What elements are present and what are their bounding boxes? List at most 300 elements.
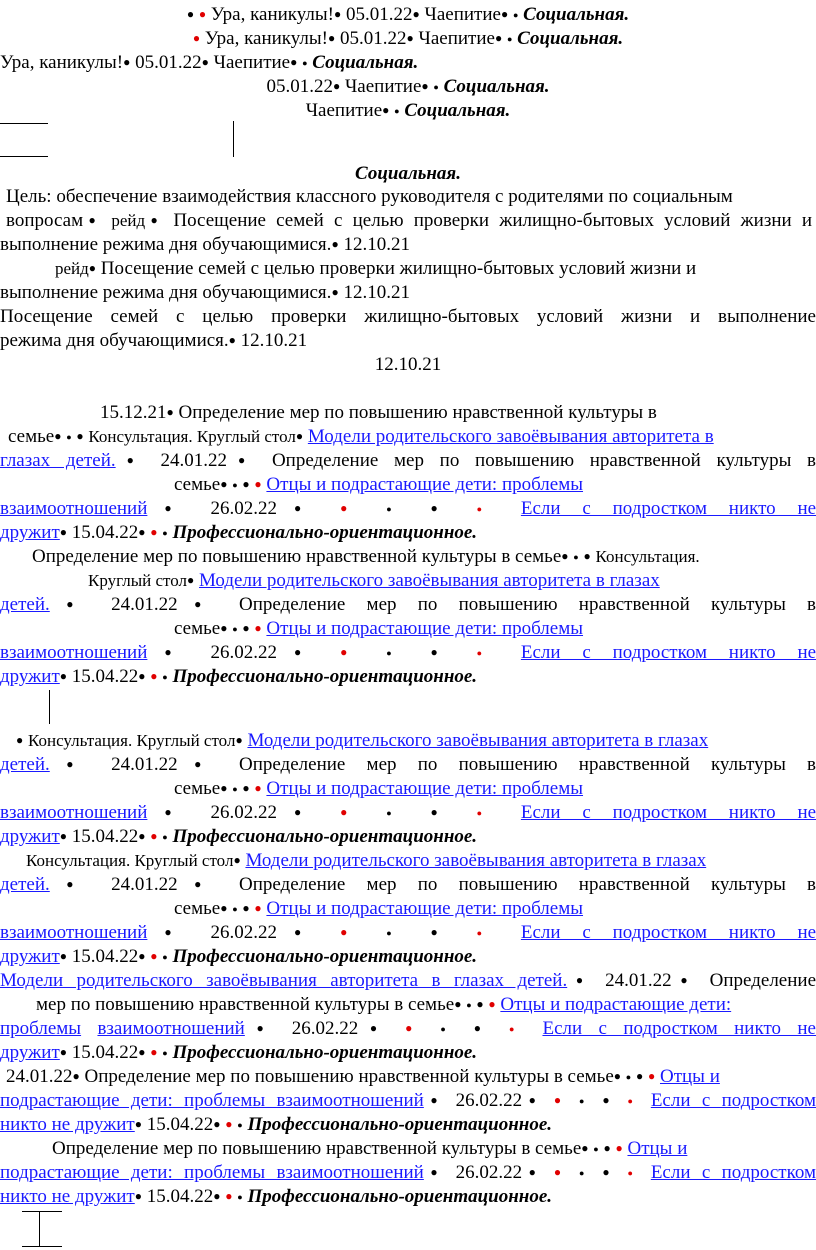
text: Круглый стол — [88, 571, 187, 590]
link-teen-friends[interactable]: дружит — [0, 826, 60, 847]
text-line — [0, 27, 816, 52]
bullet-icon: ● — [166, 405, 174, 419]
link-fathers-children[interactable]: взаимоотношений — [97, 1018, 245, 1039]
text: Цель: обеспечение взаимодействия классного руководителя с родителями по социальным — [6, 186, 733, 207]
text-line — [26, 849, 816, 873]
bullet-icon: ● — [430, 805, 455, 819]
text: Профессионально-ориентационное. — [172, 1042, 478, 1063]
bullet-icon: ● — [332, 79, 341, 93]
link-teen-friends[interactable]: дружит — [0, 946, 60, 967]
text: Определение мер по повышению нравственной культуры в — [238, 874, 816, 895]
bullet-icon: ● — [237, 1192, 243, 1202]
text: Определение мер по повышению нравственной культуры в — [238, 754, 816, 775]
text: Профессионально-ориентационное. — [172, 826, 478, 847]
text-line — [55, 257, 816, 281]
text-line — [0, 449, 816, 473]
text: семье — [8, 426, 55, 447]
text-line — [0, 945, 816, 970]
bullet-icon: ● — [49, 757, 90, 771]
text: Определение мер по повышению нравственной культуры в семье — [84, 1066, 614, 1087]
text-line — [0, 305, 816, 329]
link-fathers-children[interactable]: взаимоотношений — [0, 642, 148, 663]
text: Ура, каникулы! — [204, 28, 328, 49]
bullet-icon: ● — [242, 477, 250, 491]
text: Консультация. Круглый стол — [88, 427, 296, 446]
text: рейд — [55, 259, 89, 278]
text: Определение — [709, 970, 816, 991]
red-bullet-icon: ● — [405, 1021, 424, 1035]
date: 24.01.22 — [111, 874, 178, 895]
red-bullet-icon: ● — [340, 645, 365, 659]
date: 26.02.22 — [210, 922, 278, 943]
bullet-icon: ● — [331, 237, 339, 251]
bullet-icon: ● — [138, 829, 146, 843]
date: 15.04.22 — [146, 1186, 214, 1207]
red-bullet-icon: ● — [340, 925, 365, 939]
text: семье — [174, 778, 221, 799]
red-bullet-icon: ● — [225, 1117, 233, 1131]
bullet-icon: ● — [138, 525, 146, 539]
text-line — [0, 1041, 816, 1066]
bullet-icon: ● — [406, 31, 414, 45]
text: Чаепитие — [305, 100, 383, 121]
bullet-icon: ● — [76, 429, 84, 443]
link-teen-friends[interactable]: никто не дружит — [0, 1114, 135, 1135]
bullet-icon: ● — [578, 1168, 591, 1178]
text-line — [0, 593, 816, 617]
link-fathers-children[interactable]: Отцы и — [659, 1066, 720, 1087]
bullet-icon: ● — [123, 55, 131, 69]
bullet-icon: ● — [242, 781, 250, 795]
bullet-icon: ● — [72, 1069, 80, 1083]
date: 26.02.22 — [210, 498, 278, 519]
date: 15.04.22 — [71, 666, 139, 687]
date: 24.01.22 — [111, 594, 178, 615]
red-bullet-icon: ● — [150, 525, 158, 539]
date: 26.02.22 — [455, 1090, 523, 1111]
bullet-icon: ● — [213, 1189, 221, 1203]
date: 12.10.21 — [240, 330, 308, 351]
text: Определение мер по повышению нравственной культуры в семье — [32, 546, 562, 567]
text: Чаепитие — [418, 28, 495, 49]
date: 24.01.22 — [111, 754, 178, 775]
text: Консультация. Круглый стол — [28, 731, 236, 750]
link-teen-friends[interactable]: Если с подростком никто не — [520, 498, 816, 519]
bullet-icon: ● — [430, 501, 455, 515]
bullet-icon: ● — [147, 645, 189, 659]
text: выполнение режима дня обучающимися. — [0, 234, 332, 255]
link-teen-friends[interactable]: никто не дружит — [0, 1186, 135, 1207]
bullet-icon: ● — [421, 79, 429, 93]
text: Определение мер по повышению нравственной культуры в — [178, 402, 657, 423]
bullet-icon: ● — [162, 1048, 168, 1058]
link-fathers-children[interactable]: Отцы и подрастающие дети: проблемы — [266, 474, 584, 495]
text: Профессионально-ориентационное. — [247, 1186, 553, 1207]
text: мер по повышению нравственной культуры в семье — [36, 994, 455, 1015]
bullet-icon: ● — [506, 34, 513, 44]
text-line — [0, 873, 816, 897]
bullet-icon: ● — [522, 1093, 543, 1107]
text-line — [0, 51, 816, 76]
red-bullet-icon: ● — [254, 781, 262, 795]
bullet-icon: ● — [83, 213, 102, 227]
text-line — [174, 617, 816, 642]
bullet-icon: ● — [138, 949, 146, 963]
link-teen-friends[interactable]: Если с подростком никто не — [520, 642, 816, 663]
bullet-icon: ● — [227, 453, 257, 467]
link-teen-friends[interactable]: дружит — [0, 522, 60, 543]
heading: Социальная. — [523, 4, 630, 25]
bullet-icon: ● — [134, 1117, 142, 1131]
bullet-icon: ● — [394, 106, 400, 116]
bullet-icon: ● — [177, 877, 218, 891]
red-bullet-icon: ● — [225, 1189, 233, 1203]
date: 26.02.22 — [291, 1018, 359, 1039]
date: 12.10.21 — [343, 234, 410, 255]
horizontal-rule — [22, 1246, 62, 1247]
text-line — [16, 729, 816, 753]
red-bullet-icon: ● — [254, 477, 262, 491]
bullet-icon: ● — [386, 648, 409, 658]
red-bullet-icon: ● — [254, 901, 262, 915]
text-line — [0, 3, 816, 28]
text-line — [32, 545, 816, 570]
text: Чаепитие — [213, 52, 291, 73]
text-line — [52, 1137, 816, 1162]
bullet-icon: ● — [88, 261, 97, 275]
bullet-icon: ● — [593, 1144, 599, 1154]
red-bullet-icon: ● — [150, 669, 158, 683]
bullet-icon: ● — [671, 973, 697, 987]
text-line — [0, 801, 816, 826]
bullet-icon: ● — [177, 597, 218, 611]
red-bullet-icon: ● — [192, 31, 201, 45]
link-teen-friends[interactable]: Если с подростком — [650, 1162, 816, 1183]
bullet-icon: ● — [561, 549, 569, 563]
text: Профессионально-ориентационное. — [247, 1114, 553, 1135]
bullet-icon: ● — [473, 1021, 493, 1035]
bullet-icon: ● — [235, 733, 243, 747]
bullet-icon: ● — [412, 7, 420, 21]
bullet-icon: ● — [567, 973, 592, 987]
text: Определение мер по повышению нравственной культуры в семье — [52, 1138, 582, 1159]
link-parental-authority[interactable]: Модели родительского завоёвывания авторитета в глазах — [245, 850, 707, 871]
bullet-icon: ● — [277, 501, 319, 515]
red-bullet-icon: ● — [476, 928, 500, 938]
link-teen-friends[interactable]: Если с подростком — [650, 1090, 816, 1111]
red-bullet-icon: ● — [150, 949, 158, 963]
link-fathers-children[interactable]: проблемы — [0, 1018, 82, 1039]
date: 26.02.22 — [455, 1162, 523, 1183]
bullet-icon: ● — [430, 645, 455, 659]
text: Ура, каникулы! — [210, 4, 334, 25]
bullet-icon: ● — [186, 7, 195, 21]
date: 12.10.21 — [343, 282, 410, 303]
text-line — [88, 569, 816, 593]
text-line — [0, 99, 816, 124]
text: рейд — [111, 211, 146, 230]
bullet-icon: ● — [386, 928, 409, 938]
text-line — [100, 401, 816, 425]
bullet-icon: ● — [331, 285, 339, 299]
red-bullet-icon: ● — [627, 1168, 640, 1178]
text-line — [0, 969, 816, 993]
text: Чаепитие — [344, 76, 422, 97]
bullet-icon: ● — [59, 949, 68, 963]
date: 05.01.22 — [135, 52, 202, 73]
bullet-icon: ● — [512, 10, 519, 20]
bullet-icon: ● — [386, 504, 409, 514]
link-teen-friends[interactable]: дружит — [0, 1042, 60, 1063]
text: семье — [174, 898, 221, 919]
vertical-rule — [49, 690, 50, 724]
bullet-icon: ● — [220, 781, 228, 795]
heading: Социальная. — [312, 52, 419, 73]
date: 26.02.22 — [210, 642, 278, 663]
link-fathers-children[interactable]: подрастающие дети: проблемы взаимоотношений — [0, 1090, 424, 1111]
bullet-icon: ● — [49, 877, 90, 891]
text-line — [0, 75, 816, 100]
red-bullet-icon: ● — [150, 1045, 158, 1059]
link-teen-friends[interactable]: Если с подростком никто не — [520, 922, 816, 943]
bullet-icon: ● — [466, 1000, 472, 1010]
bullet-icon: ● — [433, 82, 439, 92]
text: Профессионально-ориентационное. — [172, 946, 478, 967]
date: 05.01.22 — [266, 76, 333, 97]
text: семье — [174, 474, 221, 495]
bullet-icon: ● — [581, 1141, 589, 1155]
bullet-icon: ● — [440, 1024, 458, 1034]
date: 15.04.22 — [71, 1042, 139, 1063]
bullet-icon: ● — [277, 805, 319, 819]
text-line — [174, 777, 816, 802]
link-fathers-children[interactable]: Отцы и подрастающие дети: проблемы — [266, 618, 584, 639]
bullet-icon: ● — [237, 1120, 243, 1130]
date: 12.10.21 — [374, 354, 442, 375]
text-line — [174, 897, 816, 922]
bullet-icon: ● — [232, 624, 238, 634]
link-parental-authority[interactable]: детей. — [0, 594, 50, 615]
link-teen-friends[interactable]: Если с подростком никто не — [542, 1018, 816, 1039]
text: Посещение семей с целью проверки жилищно-бытовых условий жизни и выполнение — [0, 306, 816, 327]
bullet-icon: ● — [290, 55, 298, 69]
text: Определение мер по повышению нравственной культуры в — [238, 594, 816, 615]
bullet-icon: ● — [16, 733, 24, 747]
bullet-icon: ● — [201, 55, 209, 69]
red-bullet-icon: ● — [340, 501, 365, 515]
bullet-icon: ● — [233, 853, 241, 867]
bullet-icon: ● — [66, 432, 72, 442]
red-bullet-icon: ● — [476, 648, 500, 658]
bullet-icon: ● — [358, 1021, 389, 1035]
bullet-icon: ● — [302, 58, 308, 68]
bullet-icon: ● — [625, 1072, 632, 1082]
date: 15.04.22 — [71, 826, 139, 847]
date: 24.01.22 — [605, 970, 672, 991]
bullet-icon: ● — [162, 832, 168, 842]
link-fathers-children[interactable]: Отцы и подрастающие дети: — [500, 994, 732, 1015]
bullet-icon: ● — [583, 549, 591, 563]
text-line — [0, 497, 816, 522]
bullet-icon: ● — [602, 1093, 617, 1107]
date: 15.04.22 — [71, 946, 139, 967]
vertical-rule — [233, 121, 234, 157]
link-fathers-children[interactable]: Отцы и — [627, 1138, 688, 1159]
date: 05.01.22 — [346, 4, 413, 25]
date: 24.01.22 — [6, 1066, 73, 1087]
text: Профессионально-ориентационное. — [172, 666, 478, 687]
text-line — [0, 921, 816, 946]
red-bullet-icon: ● — [553, 1093, 568, 1107]
bullet-icon: ● — [147, 925, 189, 939]
date: 15.04.22 — [71, 522, 139, 543]
text: Чаепитие — [424, 4, 501, 25]
bullet-icon: ● — [423, 1165, 445, 1179]
link-fathers-children[interactable]: Отцы и подрастающие дети: проблемы — [266, 898, 584, 919]
bullet-icon: ● — [162, 672, 168, 682]
red-bullet-icon: ● — [553, 1165, 568, 1179]
bullet-icon: ● — [162, 528, 168, 538]
text: Определение мер по повышению нравственной культуры в — [271, 450, 816, 471]
text: Консультация. — [595, 547, 700, 566]
text-line — [0, 665, 816, 690]
text-line — [36, 993, 816, 1018]
text: режима дня обучающимися. — [0, 330, 229, 351]
vertical-rule — [39, 1211, 40, 1247]
bullet-icon: ● — [232, 784, 238, 794]
text-line — [8, 425, 816, 450]
text-line — [0, 353, 816, 377]
link-fathers-children[interactable]: Отцы и подрастающие дети: проблемы — [266, 778, 584, 799]
text: Посещение семей с целью проверки жилищно-бытовых условий жизни и — [100, 258, 697, 279]
bullet-icon: ● — [494, 31, 503, 45]
link-parental-authority[interactable]: глазах детей. — [0, 450, 116, 471]
text-line — [0, 641, 816, 666]
heading: Социальная. — [355, 163, 461, 184]
text: вопросам — [6, 210, 84, 231]
text-line — [0, 1185, 816, 1210]
bullet-icon: ● — [328, 31, 336, 45]
bullet-icon: ● — [59, 669, 68, 683]
link-parental-authority[interactable]: Модели родительского завоёвывания авторитета в глазах — [247, 730, 709, 751]
bullet-icon: ● — [228, 333, 236, 347]
text: Посещение семей с целью проверки жилищно-бытовых условий жизни и — [173, 210, 812, 231]
bullet-icon: ● — [134, 1189, 142, 1203]
text: Профессионально-ориентационное. — [172, 522, 478, 543]
horizontal-rule — [0, 156, 48, 157]
text-line — [0, 521, 816, 546]
bullet-icon: ● — [138, 1045, 146, 1059]
date: 15.12.21 — [100, 402, 167, 423]
bullet-icon: ● — [578, 1096, 591, 1106]
red-bullet-icon: ● — [198, 7, 207, 21]
bullet-icon: ● — [603, 1141, 611, 1155]
text-line — [0, 281, 816, 305]
bullet-icon: ● — [476, 997, 484, 1011]
bullet-icon: ● — [613, 1069, 622, 1083]
red-bullet-icon: ● — [254, 621, 262, 635]
bullet-icon: ● — [54, 429, 62, 443]
link-teen-friends[interactable]: дружит — [0, 666, 60, 687]
bullet-icon: ● — [573, 552, 579, 562]
bullet-icon: ● — [423, 1093, 445, 1107]
link-parental-authority[interactable]: Модели родительского завоёвывания авторитета в — [307, 426, 714, 447]
section-heading — [0, 162, 816, 186]
link-parental-authority[interactable]: детей. — [0, 874, 50, 895]
bullet-icon: ● — [177, 757, 218, 771]
link-parental-authority[interactable]: детей. — [0, 754, 50, 775]
text-line — [0, 825, 816, 850]
text: Ура, каникулы! — [0, 52, 124, 73]
text: Консультация. Круглый стол — [26, 851, 234, 870]
bullet-icon: ● — [59, 525, 68, 539]
bullet-icon: ● — [295, 429, 304, 443]
red-bullet-icon: ● — [627, 1096, 640, 1106]
bullet-icon: ● — [242, 621, 250, 635]
bullet-icon: ● — [386, 808, 409, 818]
text-line — [0, 1017, 816, 1042]
link-fathers-children[interactable]: взаимоотношений — [0, 802, 148, 823]
bullet-icon: ● — [147, 805, 189, 819]
red-bullet-icon: ● — [340, 805, 365, 819]
date: 15.04.22 — [146, 1114, 214, 1135]
bullet-icon: ● — [162, 952, 168, 962]
heading: Социальная. — [404, 100, 511, 121]
bullet-icon: ● — [277, 925, 319, 939]
text-line — [0, 329, 816, 353]
link-parental-authority[interactable]: Модели родительского завоёвывания авторитета в глазах детей. — [0, 970, 568, 991]
bullet-icon: ● — [138, 669, 146, 683]
bullet-icon: ● — [454, 997, 462, 1011]
bullet-icon: ● — [59, 1045, 68, 1059]
text-line — [6, 185, 816, 209]
horizontal-rule — [22, 1211, 62, 1212]
text: семье — [174, 618, 221, 639]
bullet-icon: ● — [220, 621, 228, 635]
text-line — [0, 1161, 816, 1186]
text-line — [0, 1113, 816, 1138]
red-bullet-icon: ● — [647, 1069, 656, 1083]
link-parental-authority[interactable]: Модели родительского завоёвывания авторитета в глазах — [199, 570, 660, 591]
link-fathers-children[interactable]: взаимоотношений — [0, 498, 148, 519]
horizontal-rule — [0, 123, 48, 124]
text-line — [0, 1089, 816, 1114]
bullet-icon: ● — [334, 7, 342, 21]
bullet-icon: ● — [145, 213, 164, 227]
bullet-icon: ● — [220, 901, 228, 915]
red-bullet-icon: ● — [476, 504, 500, 514]
bullet-icon: ● — [635, 1069, 644, 1083]
bullet-icon: ● — [213, 1117, 221, 1131]
date: 24.01.22 — [160, 450, 228, 471]
bullet-icon: ● — [522, 1165, 543, 1179]
bullet-icon: ● — [187, 573, 195, 587]
bullet-icon: ● — [430, 925, 455, 939]
red-bullet-icon: ● — [509, 1024, 527, 1034]
heading: Социальная. — [517, 28, 624, 49]
bullet-icon: ● — [277, 645, 319, 659]
red-bullet-icon: ● — [615, 1141, 623, 1155]
link-fathers-children[interactable]: взаимоотношений — [0, 922, 148, 943]
link-fathers-children[interactable]: подрастающие дети: проблемы взаимоотношений — [0, 1162, 424, 1183]
red-bullet-icon: ● — [476, 808, 500, 818]
bullet-icon: ● — [244, 1021, 276, 1035]
text-line — [174, 473, 816, 498]
date: 26.02.22 — [210, 802, 278, 823]
link-teen-friends[interactable]: Если с подростком никто не — [520, 802, 816, 823]
bullet-icon: ● — [232, 480, 238, 490]
bullet-icon: ● — [232, 904, 238, 914]
